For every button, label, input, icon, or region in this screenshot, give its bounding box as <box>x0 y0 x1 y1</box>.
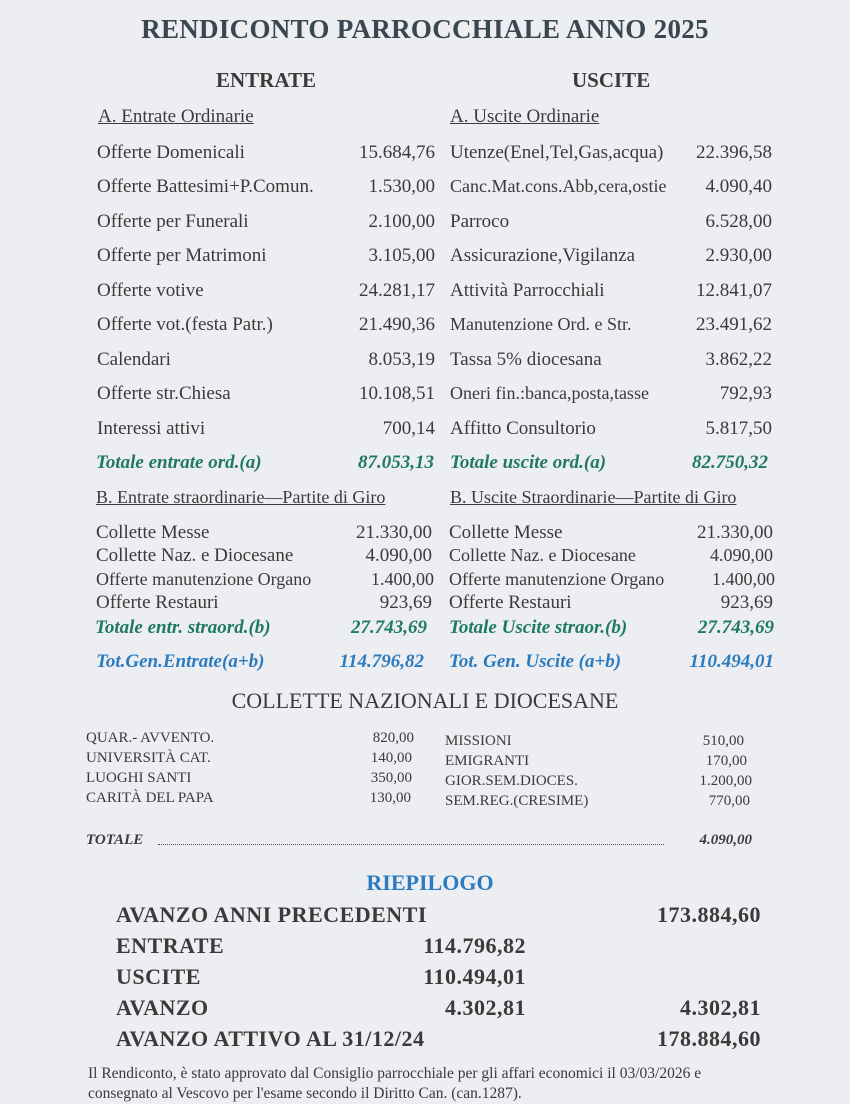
row-label: Offerte manutenzione Organo <box>96 569 312 589</box>
row-value: 923,69 <box>720 592 773 613</box>
row-value: 1.400,00 <box>371 569 434 589</box>
riepilogo-title: RIEPILOGO <box>366 870 494 895</box>
row-value: 8.053,19 <box>368 349 435 370</box>
row-value: 923,69 <box>379 592 432 613</box>
total-label: Tot.Gen.Entrate(a+b) <box>96 651 265 672</box>
row-value: 700,14 <box>382 418 435 439</box>
row-label: Offerte manutenzione Organo <box>449 569 665 589</box>
row-value: 510,00 <box>702 733 744 749</box>
total-label: Totale Uscite straor.(b) <box>449 617 628 638</box>
total-label: Tot. Gen. Uscite (a+b) <box>449 651 622 672</box>
row-value: 24.281,17 <box>359 280 435 301</box>
row-label: AVANZO ANNI PRECEDENTI <box>116 902 427 927</box>
row-label: Offerte votive <box>97 280 204 301</box>
entrate-ordinarie-title: A. Entrate Ordinarie <box>98 106 254 127</box>
row-value: 170,00 <box>705 753 747 769</box>
row-value: 23.491,62 <box>696 314 772 335</box>
row-value: 5.817,50 <box>705 418 772 439</box>
row-value: 15.684,76 <box>359 142 435 163</box>
row-label: EMIGRANTI <box>445 753 530 769</box>
row-label: UNIVERSITÀ CAT. <box>86 750 211 766</box>
row-label: Utenze(Enel,Tel,Gas,acqua) <box>450 142 664 163</box>
uscite-straord-title: B. Uscite Straordinarie—Partite di Giro <box>450 487 737 507</box>
entrate-heading: ENTRATE <box>216 68 316 92</box>
row-value: 350,00 <box>370 770 412 786</box>
row-label: Assicurazione,Vigilanza <box>450 245 636 266</box>
row-label: GIOR.SEM.DIOCES. <box>445 773 578 789</box>
dotted-leader <box>158 844 664 845</box>
row-value-1: 110.494,01 <box>423 964 526 989</box>
row-label: Collette Messe <box>96 522 210 543</box>
row-value: 1.200,00 <box>699 773 752 789</box>
total-label: Totale uscite ord.(a) <box>450 452 607 473</box>
row-label: AVANZO ATTIVO AL 31/12/24 <box>116 1026 425 1051</box>
row-label: Offerte str.Chiesa <box>97 383 231 404</box>
row-label: LUOGHI SANTI <box>86 770 192 786</box>
collette-totale-label: TOTALE <box>86 832 144 848</box>
row-label: CARITÀ DEL PAPA <box>86 790 214 806</box>
row-label: Manutenzione Ord. e Str. <box>450 314 632 334</box>
row-label: Offerte per Funerali <box>97 211 249 232</box>
row-label: Offerte Battesimi+P.Comun. <box>97 176 314 197</box>
collette-totale-value: 4.090,00 <box>699 832 752 848</box>
page-title: RENDICONTO PARROCCHIALE ANNO 2025 <box>141 14 709 44</box>
row-value: 3.862,22 <box>705 349 772 370</box>
row-label: ENTRATE <box>116 933 225 958</box>
row-value: 2.100,00 <box>368 211 435 232</box>
total-label: Totale entr. straord.(b) <box>95 617 271 638</box>
row-label: AVANZO <box>116 995 209 1020</box>
row-value: 22.396,58 <box>696 142 772 163</box>
row-value: 820,00 <box>372 730 414 746</box>
footer-note: Il Rendiconto, è stato approvato dal Consiglio parrocchiale per gli affari economici il 03/03/2026 e consegnato al Vescovo per l'esame secondo il Diritto Can. (can.1287). <box>88 1065 702 1102</box>
row-label: Offerte Domenicali <box>97 142 245 163</box>
row-label: Offerte Restauri <box>96 592 219 613</box>
total-value: 114.796,82 <box>339 651 424 672</box>
row-value-1: 4.302,81 <box>445 995 526 1020</box>
row-label: Collette Naz. e Diocesane <box>96 545 294 566</box>
row-label: Oneri fin.:banca,posta,tasse <box>450 383 649 403</box>
row-label: SEM.REG.(CRESIME) <box>445 793 589 809</box>
row-value: 21.330,00 <box>356 522 432 543</box>
row-label: Collette Messe <box>449 522 563 543</box>
row-value: 4.090,40 <box>705 176 772 197</box>
row-value: 10.108,51 <box>359 383 435 404</box>
total-value: 27.743,69 <box>698 617 774 638</box>
row-value-1: 114.796,82 <box>423 933 526 958</box>
row-value: 4.090,00 <box>365 545 432 566</box>
row-label: Calendari <box>97 349 171 370</box>
row-label: Tassa 5% diocesana <box>450 349 602 370</box>
row-value: 140,00 <box>370 750 412 766</box>
row-label: Collette Naz. e Diocesane <box>449 545 636 565</box>
row-value-2: 173.884,60 <box>657 902 761 927</box>
row-value: 770,00 <box>708 793 750 809</box>
row-value: 2.930,00 <box>705 245 772 266</box>
row-value: 6.528,00 <box>705 211 772 232</box>
row-value: 792,93 <box>719 383 772 404</box>
row-label: Offerte vot.(festa Patr.) <box>97 314 273 335</box>
row-label: Affitto Consultorio <box>450 418 596 439</box>
row-label: Parroco <box>450 211 510 232</box>
total-value: 27.743,69 <box>351 617 427 638</box>
row-value: 4.090,00 <box>710 545 773 565</box>
row-label: MISSIONI <box>445 733 512 749</box>
uscite-heading: USCITE <box>572 68 651 92</box>
row-value: 130,00 <box>369 790 411 806</box>
row-label: QUAR.- AVVENTO. <box>86 730 215 746</box>
row-value: 1.530,00 <box>368 176 435 197</box>
total-label: Totale entrate ord.(a) <box>96 452 262 473</box>
row-label: Offerte Restauri <box>449 592 572 613</box>
row-value: 12.841,07 <box>696 280 772 301</box>
total-value: 87.053,13 <box>358 452 434 473</box>
row-value-2: 4.302,81 <box>680 995 761 1020</box>
row-value-2: 178.884,60 <box>657 1026 761 1051</box>
row-label: Attività Parrocchiali <box>450 280 605 301</box>
total-value: 110.494,01 <box>689 651 774 672</box>
row-label: Interessi attivi <box>97 418 206 439</box>
total-value: 82.750,32 <box>692 452 768 473</box>
row-value: 21.330,00 <box>697 522 773 543</box>
row-label: Canc.Mat.cons.Abb,cera,ostie <box>450 176 667 196</box>
row-value: 21.490,36 <box>359 314 435 335</box>
uscite-ordinarie-title: A. Uscite Ordinarie <box>450 106 600 127</box>
row-label: USCITE <box>116 964 201 989</box>
collette-title: COLLETTE NAZIONALI E DIOCESANE <box>231 688 619 713</box>
row-value: 1.400,00 <box>712 569 775 589</box>
entrate-straord-title: B. Entrate straordinarie—Partite di Giro <box>96 487 386 507</box>
row-label: Offerte per Matrimoni <box>97 245 267 266</box>
row-value: 3.105,00 <box>368 245 435 266</box>
